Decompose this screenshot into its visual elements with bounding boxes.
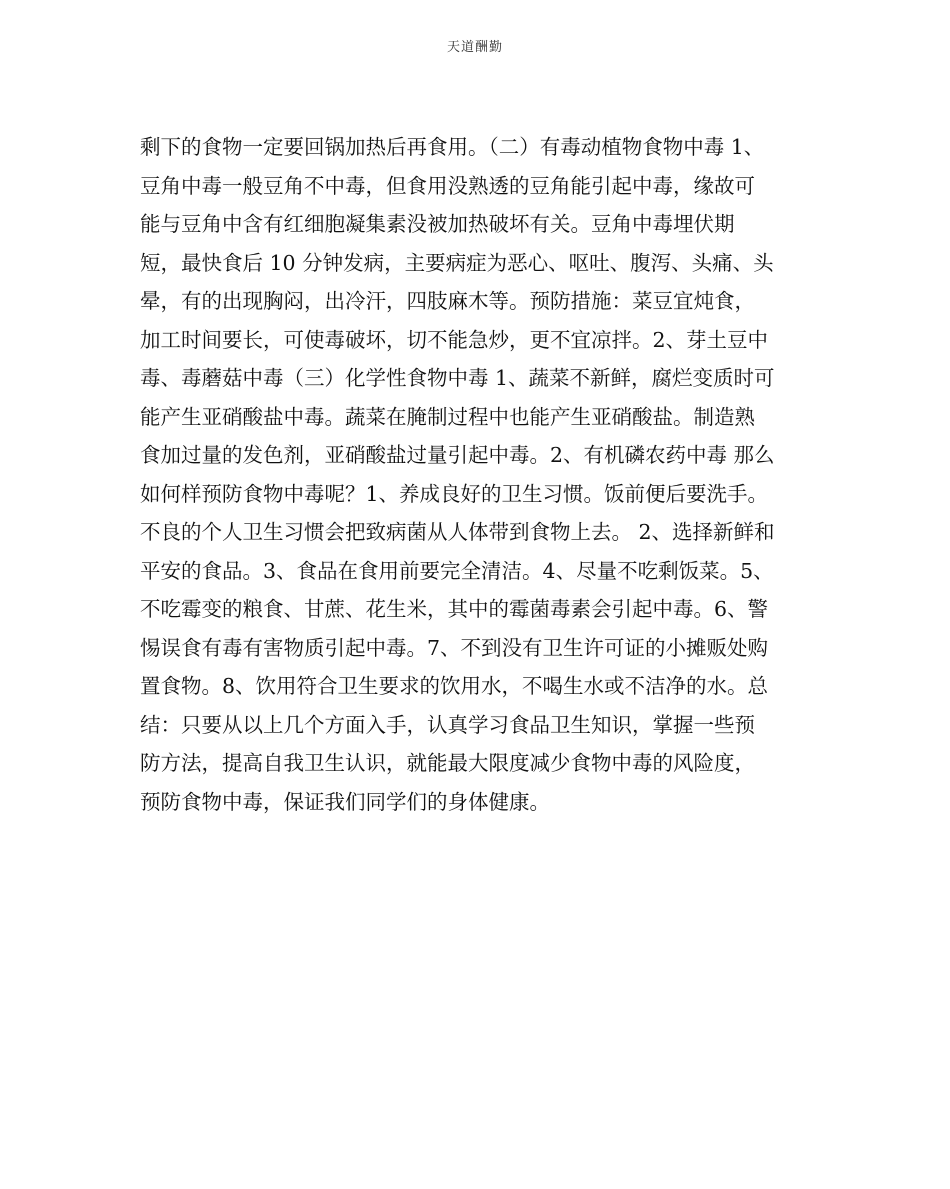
body-line: 预防食物中毒，保证我们同学们的身体健康。 [140,789,550,814]
body-line: 晕，有的出现胸闷，出冷汗，四肢麻木等。预防措施：菜豆宜炖食， [140,289,755,313]
body-line: 惕误食有毒有害物质引起中毒。7、不到没有卫生许可证的小摊贩处购 [140,635,769,660]
body-line: 能与豆角中含有红细胞凝集素没被加热破坏有关。豆角中毒埋伏期 [140,212,735,236]
body-line: 防方法，提高自我卫生认识，就能最大限度减少食物中毒的风险度， [140,751,755,775]
body-line: 能产生亚硝酸盐中毒。蔬菜在腌制过程中也能产生亚硝酸盐。制造熟 [140,404,755,429]
body-line: 短，最快食后 10 分钟发病，主要病症为恶心、呕吐、腹泻、头痛、头 [140,250,774,275]
body-line: 剩下的食物一定要回锅加热后再食用。（二）有毒动植物食物中毒 1、 [140,135,765,159]
body-line: 加工时间要长，可使毒破坏，切不能急炒，更不宜凉拌。2、芽土豆中 [140,327,769,352]
body-line: 如何样预防食物中毒呢？1、养成良好的卫生习惯。饭前便后要洗手。 [140,481,769,506]
body-line: 平安的食品。3、食品在食用前要完全清洁。4、尽量不吃剩饭菜。5、 [140,558,774,583]
body-line: 置食物。8、饮用符合卫生要求的饮用水，不喝生水或不洁净的水。总 [140,674,769,698]
body-line: 结：只要从以上几个方面入手，认真学习食品卫生知识，掌握一些预 [140,712,755,737]
body-line: 食加过量的发色剂，亚硝酸盐过量引起中毒。2、有机磷农药中毒 那么 [140,443,775,467]
body-line: 不良的个人卫生习惯会把致病菌从人体带到食物上去。 2、选择新鲜和 [140,520,775,544]
body-line: 豆角中毒一般豆角不中毒，但食用没熟透的豆角能引起中毒，缘故可 [140,173,755,198]
page-header: 天道酬勤 [446,40,503,55]
document-body [140,128,820,821]
body-line: 毒、毒蘑菇中毒（三）化学性食物中毒 1、蔬菜不新鲜，腐烂变质时可 [140,366,775,390]
body-line: 不吃霉变的粮食、甘蔗、花生米，其中的霉菌毒素会引起中毒。6、警 [140,597,769,621]
